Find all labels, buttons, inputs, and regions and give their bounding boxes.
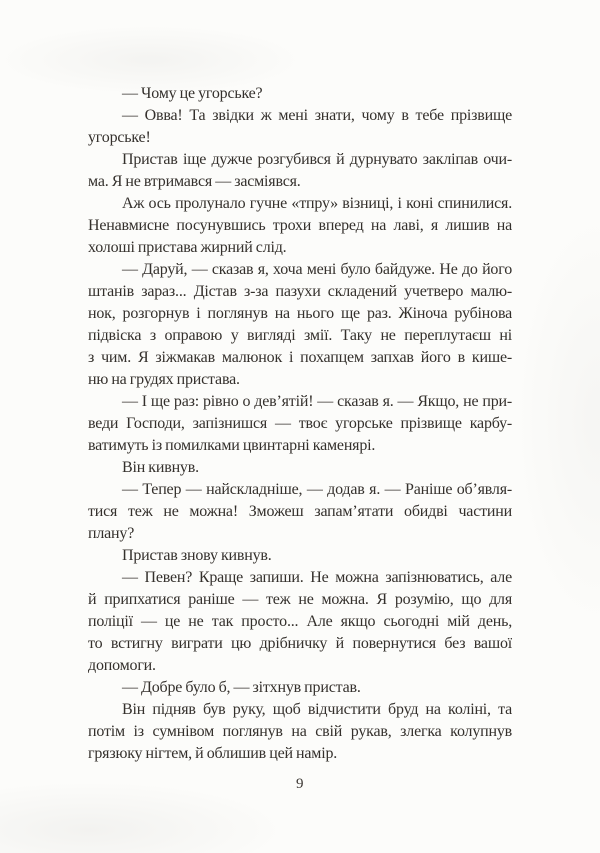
text-line: поліції — це не так просто... Але якщо сьогодні мій день,	[88, 613, 512, 630]
text-line: Аж ось пролунало гучне «тпру» візниці, і коні спинилися.	[122, 195, 512, 212]
text-line: штанів зараз... Дістав з-за пазухи складений учетверо малю-	[88, 283, 512, 300]
text-line: — І ще раз: рівно о дев’ятій! — сказав я. — Якщо, не при-	[122, 393, 512, 410]
text-line: угорське!	[88, 129, 151, 146]
paragraph	[88, 567, 512, 677]
text-line: Він підняв був руку, щоб відчистити бруд на коліні, та	[122, 701, 512, 718]
text-line: Пристав знову кивнув.	[122, 547, 272, 564]
text-line: Пристав іще дужче розгубився й дурнувато закліпав очи-	[122, 151, 512, 168]
text-line: холоші пристава жирний слід.	[88, 239, 287, 256]
text-line: — Певен? Краще запиши. Не можна запізнюватись, але	[122, 569, 512, 586]
paragraph	[88, 105, 512, 149]
text-line: з чим. Я зіжмакав малюнок і похапцем запхав його в кише-	[88, 349, 512, 366]
text-line: потім із сумнівом поглянув на свій рукав, злегка колупнув	[88, 723, 512, 740]
text-line: грязюку нігтем, й облишив цей намір.	[88, 745, 338, 762]
paragraph	[88, 479, 512, 545]
paragraph	[88, 699, 512, 765]
text-line: веди Господи, запізнишся — твоє угорське прізвище карбу-	[88, 415, 512, 432]
text-line: й припхатися раніше — теж не можна. Я розумію, що для	[88, 591, 512, 608]
text-line: тися теж не можна! Зможеш запам’ятати обидві частини	[88, 503, 512, 520]
paragraph	[88, 391, 512, 457]
text-line: ма. Я не втримався — засміявся.	[88, 173, 301, 190]
page-number: 9	[296, 776, 304, 792]
paragraph	[88, 149, 512, 193]
paragraph	[88, 457, 512, 479]
text-line: плану?	[88, 525, 135, 542]
text-line: — Чому це угорське?	[122, 85, 263, 102]
text-line: Він кивнув.	[122, 459, 199, 476]
text-line: — Добре було б, — зітхнув пристав.	[122, 679, 361, 696]
text-line: допомоги.	[88, 657, 156, 674]
text-line: Ненавмисне посунувшись трохи вперед на лаві, я лишив на	[88, 217, 512, 234]
text-line: підвіска з оправою у вигляді змії. Таку не переплутаєш ні	[88, 327, 512, 344]
text-line: — Тепер — найскладніше, — додав я. — Раніше об’явля-	[122, 481, 512, 498]
paragraph	[88, 259, 512, 391]
text-line: — Овва! Та звідки ж мені знати, чому в тебе прізвище	[122, 107, 512, 124]
text-line: ню на грудях пристава.	[88, 371, 240, 388]
text-line: ватимуть із помилками цвинтарні каменярі.	[88, 437, 376, 454]
paragraph	[88, 545, 512, 567]
paragraph	[88, 83, 512, 105]
paragraph	[88, 193, 512, 259]
text-line: нок, розгорнув і поглянув на нього ще раз. Жіноча рубінова	[88, 305, 512, 322]
page-text-block	[88, 83, 512, 765]
text-line: — Даруй, — сказав я, хоча мені було байдуже. Не до його	[122, 261, 512, 278]
text-line: то встигну виграти цю дрібничку й повернутися без вашої	[88, 635, 512, 652]
paragraph	[88, 677, 512, 699]
